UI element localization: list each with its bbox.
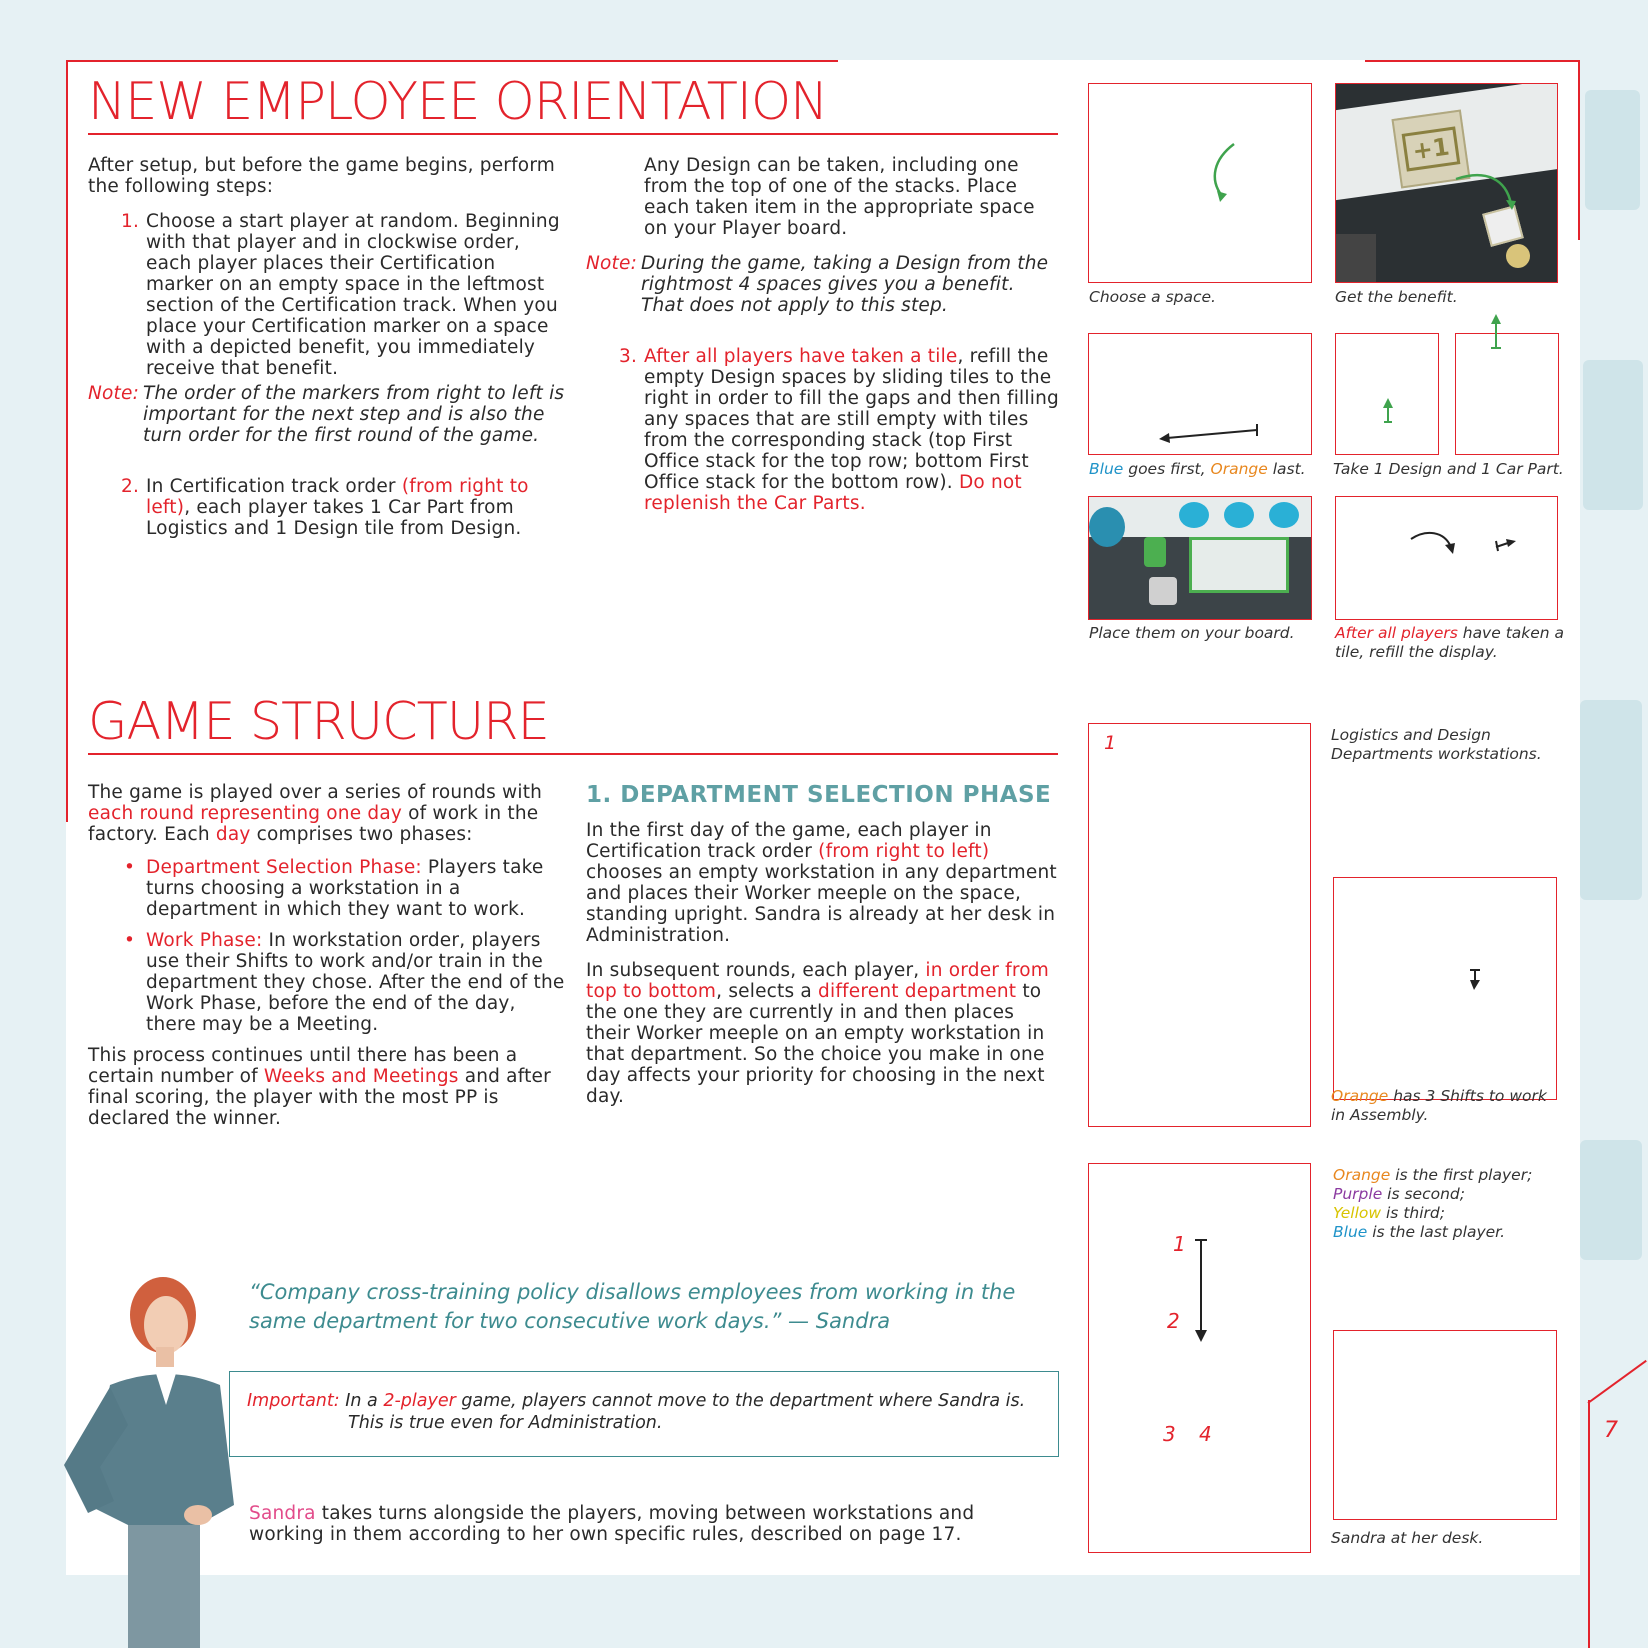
image-take-car-part: [1455, 333, 1559, 455]
phase-p1-a: In the first day of the game, each player in Certification track order: [586, 820, 992, 862]
orientation-intro: After setup, but before the game begins, perform the following steps:: [88, 155, 556, 197]
frame-right-lower: [1588, 1400, 1590, 1648]
order-orange-text: is the first player;: [1390, 1166, 1533, 1184]
bullet-work-phase: [88, 930, 568, 1035]
structure-intro-red: each round representing one day: [88, 803, 403, 824]
note-2-label: Note:: [586, 253, 638, 274]
order-number-2: 2: [1167, 1309, 1180, 1333]
image-get-benefit: [1335, 83, 1558, 283]
image-refill-display: [1335, 496, 1558, 620]
order-number-4: 4: [1199, 1422, 1212, 1446]
important-line-1: [247, 1390, 1058, 1412]
sandra-text: takes turns alongside the players, moving between workstations and working in them according to her own specific rules, described on page 17.: [249, 1503, 975, 1545]
important-box: [229, 1371, 1059, 1457]
orientation-title: NEW EMPLOYEE ORIENTATION: [88, 72, 828, 132]
plus-one-label: +1: [1401, 126, 1461, 171]
caption-get-benefit: Get the benefit.: [1335, 288, 1458, 306]
design-paragraph: Any Design can be taken, including one from the top of one of the stacks. Place each taken item in the appropriate space on your Player board.: [644, 155, 1035, 239]
frame-right-diagonal: [1587, 1360, 1646, 1404]
order-number-1: 1: [1173, 1232, 1186, 1256]
step-3: [586, 346, 1061, 514]
caption-orange-word: Orange: [1210, 460, 1268, 478]
order-number-3: 3: [1163, 1422, 1176, 1446]
structure-column-2: [586, 820, 1061, 1107]
image-blue-first: [1088, 333, 1312, 455]
phase-p1-b: chooses an empty workstation in any department and places their Worker meeple on the space, standing upright. Sandra is already at her desk in Administration.: [586, 862, 1057, 946]
step-1-text: Choose a start player at random. Beginning with that player and in clockwise order, each player places their Certification marker on an empty space in the leftmost section of the Certification track. When you place your Certification marker on a space with a depicted benefit, you immediately receive that benefit.: [146, 211, 560, 379]
order-purple-text: is second;: [1382, 1185, 1465, 1203]
orientation-title-rule: [88, 133, 1058, 135]
orientation-column-1: [88, 155, 568, 539]
structure-intro-red-2: day: [215, 824, 251, 845]
important-line-2: This is true even for Administration.: [348, 1413, 663, 1433]
up-arrow-icon: [1486, 312, 1506, 352]
image-player-order: [1088, 1163, 1311, 1553]
phase-p2-red-2: different department: [818, 981, 1017, 1002]
step-2-text-a: In Certification track order: [146, 476, 402, 497]
step-3-text: , refill the empty Design spaces by sliding tiles to the right in order to fill the gaps and then filling any spaces that are still empty with tiles from the corresponding stack (top First Office stack for the top row; bottom First Office stack for the bottom row).: [644, 346, 1059, 493]
page-number: 7: [1604, 1418, 1618, 1443]
note-2: [586, 253, 1061, 316]
bullet-2-text: In workstation order, players use their Shifts to work and/or train in the department they chose. After the end of the Work Phase, before the end of the day, there may be a Meeting.: [146, 930, 565, 1035]
image-orange-shifts: [1333, 877, 1557, 1100]
sandra-quote: “Company cross-training policy disallows employees from working in the same department for two consecutive work days.” — Sandra: [249, 1280, 1016, 1333]
phase-p1-red: (from right to left): [818, 841, 990, 862]
caption-logistics: Logistics and Design Departments workstations.: [1331, 726, 1542, 763]
structure-intro: [88, 782, 568, 845]
note-1-text: The order of the markers from right to left is important for the next step and is also the turn order for the first round of the game.: [143, 383, 565, 446]
caption-orange-shifts-word: Orange: [1331, 1087, 1389, 1105]
sandra-illustration: [48, 1275, 248, 1648]
caption-place-board: Place them on your board.: [1089, 624, 1295, 642]
final-para-a: This process continues until there has been a certain number of: [88, 1045, 518, 1087]
step-2-number: 2.: [121, 476, 140, 497]
bullet-dot: •: [124, 930, 136, 951]
caption-blue-mid: goes first,: [1123, 460, 1211, 478]
structure-intro-c: comprises two phases:: [250, 824, 473, 845]
order-yellow-text: is third;: [1381, 1204, 1445, 1222]
sandra-name: Sandra: [249, 1503, 316, 1524]
bullet-1-text: Players take turns choosing a workstation in a department in which they want to work.: [146, 857, 544, 920]
phase-heading: 1. DEPARTMENT SELECTION PHASE: [586, 782, 1052, 808]
side-decoration: [1583, 360, 1643, 510]
sandra-paragraph: [249, 1503, 1049, 1545]
phase-p2-red: in order from top to bottom: [586, 960, 1050, 1002]
bullet-dot: •: [124, 857, 136, 878]
order-blue-word: Blue: [1333, 1223, 1368, 1241]
important-label: Important:: [247, 1391, 340, 1411]
structure-final-para: [88, 1045, 568, 1129]
structure-column-1: [88, 782, 568, 1129]
structure-title-rule: [88, 753, 1058, 755]
order-blue-text: is the last player.: [1367, 1223, 1506, 1241]
up-arrow-icon: [1336, 334, 1439, 455]
important-text-a: In a: [339, 1391, 384, 1411]
caption-sandra-desk: Sandra at her desk.: [1331, 1529, 1484, 1547]
phase-p2-b: , selects a: [716, 981, 819, 1002]
bullet-2-label: Work Phase:: [146, 930, 263, 951]
caption-choose-space: Choose a space.: [1089, 288, 1216, 306]
step-3-highlight-2: Do not replenish the Car Parts.: [644, 472, 1022, 514]
order-yellow-word: Yellow: [1333, 1204, 1382, 1222]
step-1: [88, 211, 568, 379]
down-arrow-icon: [1089, 1164, 1311, 1553]
important-text-b: game, players cannot move to the department where Sandra is.: [455, 1391, 1026, 1411]
structure-title: GAME STRUCTURE: [88, 692, 549, 752]
image-choose-space: [1088, 83, 1312, 283]
frame-left: [66, 60, 68, 822]
final-para-b: and after final scoring, the player with the most PP is declared the winner.: [88, 1066, 551, 1129]
order-orange-word: Orange: [1333, 1166, 1391, 1184]
note-1-label: Note:: [88, 383, 140, 404]
image-place-board: [1088, 496, 1312, 620]
caption-refill-display: [1335, 624, 1565, 662]
phase-paragraph-1: [586, 820, 1061, 946]
phase-paragraph-2: [586, 960, 1061, 1107]
curved-arrow-icon: [1089, 84, 1312, 283]
structure-intro-b: of work in the factory. Each: [88, 803, 539, 845]
caption-after-red: After all players: [1335, 624, 1458, 642]
caption-orange-shifts: [1331, 1087, 1561, 1125]
important-highlight: 2-player: [383, 1391, 456, 1411]
final-para-red: Weeks and Meetings: [263, 1066, 459, 1087]
caption-blue-word: Blue: [1089, 460, 1124, 478]
side-decoration: [1580, 1140, 1642, 1260]
phase-p2-c: to the one they are currently in and then places their Worker meeple on an empty workstation in that department. So the choice you make in one day affects your priority for choosing in the next day.: [586, 981, 1045, 1107]
frame-top-left: [66, 60, 838, 62]
bullet-department-selection: [88, 857, 568, 920]
image-workstations: [1088, 723, 1311, 1127]
workstation-number: 1: [1104, 732, 1117, 754]
image-take-design: [1335, 333, 1439, 455]
phase-p2-a: In subsequent rounds, each player,: [586, 960, 926, 981]
left-arrow-icon: [1089, 334, 1312, 455]
note-1: [88, 383, 568, 446]
side-decoration: [1585, 90, 1640, 210]
step-3-highlight: After all players have taken a tile: [644, 346, 958, 367]
step-2-text-b: , each player takes 1 Car Part from Logistics and 1 Design tile from Design.: [146, 497, 522, 539]
caption-orange-shifts-text: has 3 Shifts to work in Assembly.: [1331, 1087, 1547, 1124]
caption-player-order: [1333, 1166, 1563, 1242]
caption-take-design: Take 1 Design and 1 Car Part.: [1333, 460, 1564, 478]
order-purple-word: Purple: [1333, 1185, 1383, 1203]
frame-top-right: [1365, 60, 1580, 62]
frame-right: [1578, 60, 1580, 240]
orientation-column-2: [586, 155, 1061, 514]
note-2-text: During the game, taking a Design from the rightmost 4 spaces gives you a benefit. That does not apply to this step.: [641, 253, 1049, 316]
caption-after-rest: have taken a tile, refill the display.: [1335, 624, 1565, 661]
side-decoration: [1580, 700, 1642, 900]
image-sandra-desk: [1333, 1330, 1557, 1520]
step-2-highlight: (from right to left): [146, 476, 529, 518]
structure-intro-a: The game is played over a series of rounds with: [88, 782, 543, 803]
caption-blue-end: last.: [1267, 460, 1306, 478]
step-1-number: 1.: [121, 211, 140, 232]
refill-arrows-icon: [1336, 497, 1558, 620]
bullet-1-label: Department Selection Phase:: [146, 857, 422, 878]
caption-blue-first: [1089, 460, 1306, 479]
step-3-number: 3.: [619, 346, 638, 367]
step-2: [88, 476, 568, 539]
down-arrow-icon: [1334, 878, 1557, 1100]
